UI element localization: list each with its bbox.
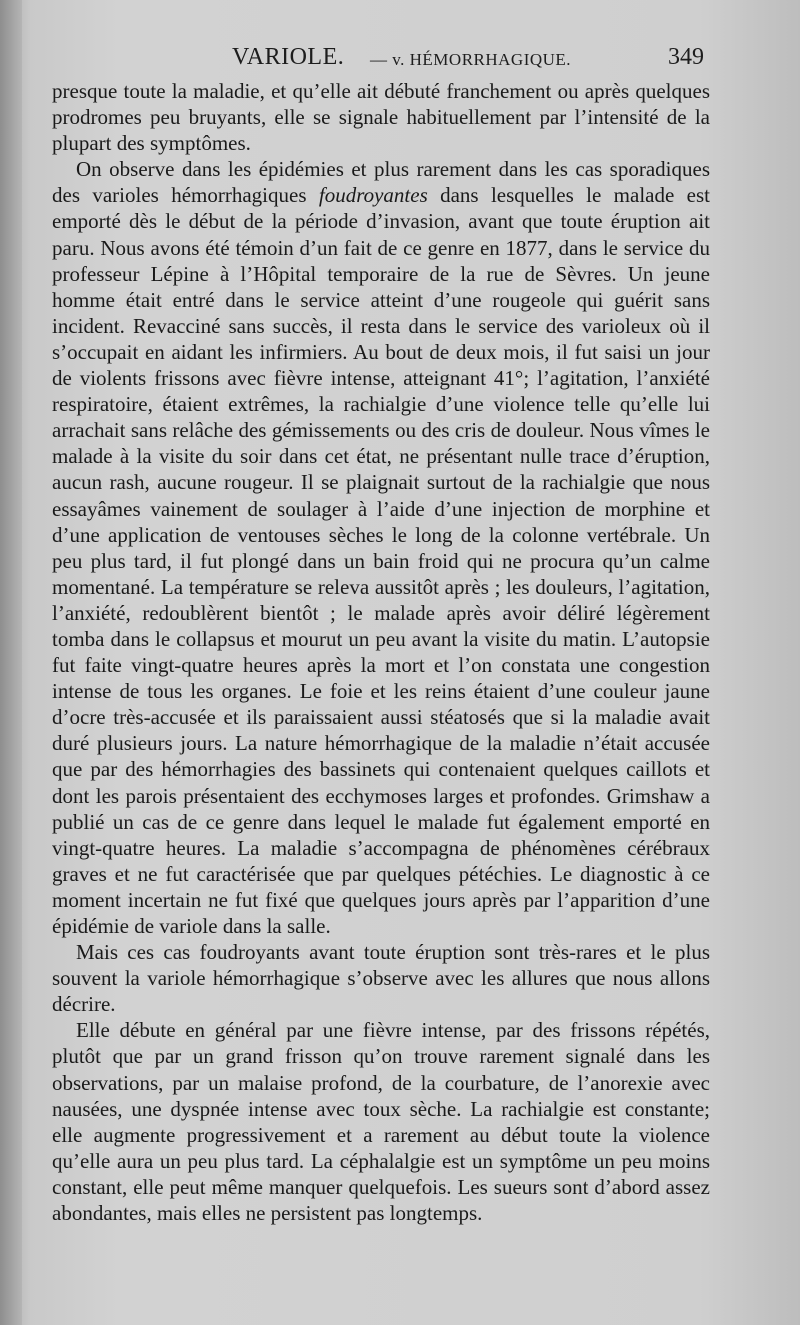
- text-run: Mais ces cas foudroyants avant toute éruption sont très-rares et le plus souvent la variole hémorrhagique s’observe avec les allures que nous allons décrire.: [52, 940, 710, 1017]
- book-spine-shadow: [0, 0, 22, 1325]
- page-number: 349: [668, 44, 704, 70]
- running-header: [0, 44, 800, 76]
- paragraph: [52, 1017, 710, 1226]
- text-run: dans lesquelles le malade est emporté dès le début de la période d’invasion, avant que toute éruption ait paru. Nous avons été témoin d’un fait de ce genre en 1877, dans le service du professeur Lépine à l’Hôpital temporaire de la rue de Sèvres. Un jeune homme était entré dans le service atteint d’une rougeole qui guérit sans incident. Revacciné sans succès, il resta dans le service des varioleux où il s’occupait en aidant les infirmiers. Au bout de deux mois, il fut saisi un jour de violents frissons avec fièvre intense, atteignant 41°; l’agitation, l’anxiété respiratoire, étaient extrêmes, la rachialgie d’une violence telle qu’elle lui arrachait sans relâche des gémissements ou des cris de douleur. Nous vîmes le malade à la visite du soir dans cet état, ne présentant nulle trace d’éruption, aucun rash, aucune rougeur. Il se plaignait surtout de la rachialgie que nous essayâmes vainement de soulager à l’aide d’une injection de morphine et d’une application de ventouses sèches le long de la colonne vertébrale. Un peu plus tard, il fut plongé dans un bain froid qui ne procura qu’un calme momentané. La température se releva aussitôt après ; les douleurs, l’agitation, l’anxiété, redoublèrent bientôt ; le malade après avoir déliré légèrement tomba dans le collapsus et mourut un peu avant la visite du matin. L’autopsie fut faite vingt-quatre heures après la mort et l’on constata une congestion intense de tous les organes. Le foie et les reins étaient d’une couleur jaune d’ocre très-accusée et ils paraissaient aussi stéatosés que si la maladie avait duré plusieurs jours. La nature hémorrhagique de la maladie n’était accusée que par des hémorrhagies des bassinets qui contenaient quelques caillots et dont les parois présentaient des ecchymoses larges et profondes. Grimshaw a publié un cas de ce genre dans lequel le malade fut également emporté en vingt-quatre heures. La maladie s’accompagna de phénomènes cérébraux graves et ne fut caractérisée que par quelques pétéchies. Le diagnostic à ce moment incertain ne fut fixé que quelques jours après par l’apparition d’une épidémie de variole dans la salle.: [52, 183, 710, 938]
- body-text: [52, 78, 710, 1226]
- text-run: Elle débute en général par une fièvre intense, par des frissons répétés, plutôt que par un grand frisson qu’on trouve rarement signalé dans les observations, par un malaise profond, de la courbature, de l’anorexie avec nausées, une dyspnée intense avec toux sèche. La rachialgie est constante; elle augmente progressivement et a rarement au début toute la violence qu’elle aura un peu plus tard. La céphalalgie est un symptôme un peu moins constant, elle peut même manquer quelquefois. Les sueurs sont d’abord assez abondantes, mais elles ne persistent pas longtemps.: [52, 1018, 710, 1226]
- paragraph: [52, 156, 710, 939]
- italic-text: foudroyantes: [318, 183, 428, 208]
- text-run: On observe dans les épidémies et plus rarement dans les cas sporadiques des varioles hémorrhagiques: [52, 157, 710, 208]
- paragraph: [52, 78, 710, 156]
- running-subtitle: — v. HÉMORRHAGIQUE.: [370, 50, 572, 69]
- running-title: VARIOLE.: [232, 44, 345, 70]
- text-run: presque toute la maladie, et qu’elle ait débuté franchement ou après quelques prodromes peu bruyants, elle se signale habituellement par l’intensité de la plupart des symptômes.: [52, 79, 710, 156]
- paragraph: [52, 939, 710, 1017]
